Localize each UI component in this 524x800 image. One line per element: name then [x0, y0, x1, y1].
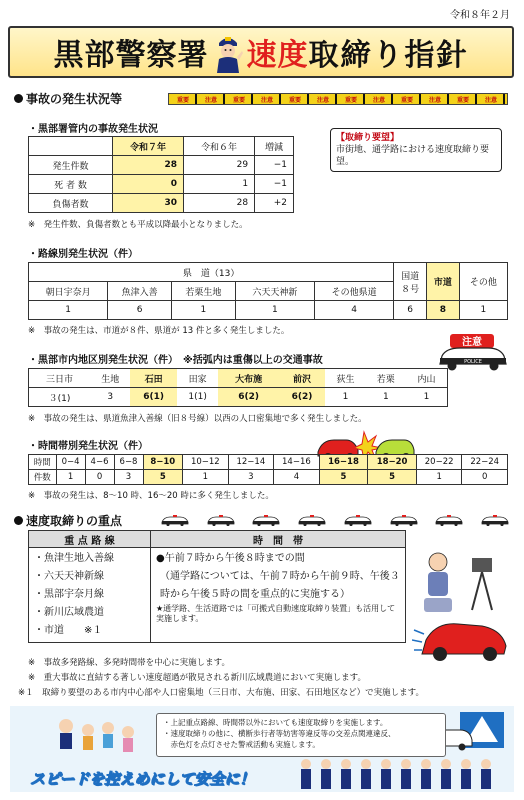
tape-word: 重要 [176, 96, 189, 104]
table-header: 石田 [130, 369, 177, 388]
tape-word: 注意 [428, 96, 441, 104]
tape-word: 注意 [316, 96, 329, 104]
time-table-title: ・時間帯別発生状況（件） [28, 441, 148, 452]
patrol-car-icon [389, 514, 419, 526]
table-header: 件数 [29, 470, 57, 485]
list-item: ・黒部宇奈月線 [34, 589, 104, 600]
table-header: 若栗生地 [172, 282, 236, 301]
table-header: 三日市 [29, 369, 91, 388]
patrol-car-icon [434, 514, 464, 526]
road-table [28, 262, 508, 320]
speed-enforcement-icon [412, 548, 512, 666]
time-note: ※ 事故の発生は、8〜10 時、16〜20 時に多く発生しました。 [28, 491, 274, 501]
table-header: 前沢 [279, 369, 326, 388]
patrol-car-icon [160, 514, 190, 526]
table-header: 国道 ８号 [394, 263, 427, 301]
time-table: 時間 0−4 4−6 6−8 8−10 10−12 12−14 14−16 16−18 18−20 20−22 22−24 件数 1 0 3 5 1 3 4 5 5 1 0 [28, 454, 508, 485]
police-text: POLICE [464, 359, 482, 365]
table-row: 1 6 1 1 4 6 8 1 [29, 301, 508, 320]
table-header: 内山 [406, 369, 448, 388]
accident-note: ※ 発生件数、負傷者数とも平成以降最小となりました。 [28, 220, 248, 230]
section-enforcement-focus: 速度取締りの重点 [14, 512, 122, 529]
area-table-title: ・黒部市内地区別発生状況（件） ※括弧内は重傷以上の交通事故 [28, 355, 323, 366]
banner-station: 黒部警察署 [53, 38, 209, 73]
request-title: 【取締り要望】 [336, 133, 400, 143]
banner-speed: 速度 [246, 38, 309, 73]
list-item: ・六天天神新線 [34, 571, 104, 582]
patrol-car-icon [343, 514, 373, 526]
enforcement-note-3: ※１ 取締り要望のある市内中心部や人口密集地（三日市、大布施、田家、石田地区など）で実施します。 [18, 688, 424, 698]
table-header: 市道 [426, 263, 459, 301]
accident-table-title: ・黒部署管内の事故発生状況 [28, 124, 158, 135]
tape-word: 重要 [232, 96, 245, 104]
issue-date: 令和８年２月 [450, 10, 510, 21]
banner-policy: 取締り指針 [308, 38, 469, 73]
table-header: 重 点 路 線 [29, 531, 151, 548]
time-zone-cell [151, 548, 406, 643]
patrol-car-row [160, 514, 510, 528]
police-car-icon [436, 332, 510, 372]
enforcement-request-box [330, 128, 502, 172]
area-table [28, 368, 448, 407]
road-note: ※ 事故の発生は、市道が８件、県道が 13 件と多く発生しました。 [28, 326, 290, 336]
patrol-car-icon [480, 514, 510, 526]
notice-sign-text: 注意 [462, 337, 482, 348]
road-table-title: ・路線別発生状況（件） [28, 249, 138, 260]
tape-word: 重要 [456, 96, 469, 104]
tape-word: 注意 [484, 96, 497, 104]
bottom-note-box: ・上記重点路線、時間帯以外においても速度取締りを実施します。 ・速度取締りの他に、横断歩行者等妨害等違反等の交差点関連違反、 赤色灯を点灯させた警戒活動も実施します。 [156, 713, 446, 757]
table-header: 若栗 [366, 369, 406, 388]
device-note: ★通学路、生活道路では「可搬式自動速度取締り装置」も活用して実施します。 [156, 604, 396, 623]
tape-word: 注意 [204, 96, 217, 104]
table-row: ３(1) 3 6(1) 1(1) 6(2) 6(2) 1 1 1 [29, 388, 448, 407]
table-header: その他県道 [315, 282, 394, 301]
tape-word: 注意 [372, 96, 385, 104]
table-header: 増減 [255, 137, 294, 156]
list-item: ・魚津生地入善線 [34, 553, 114, 564]
time-detail: （通学路については、午前７時から午前９時、午後３時から午後５時の間を重点的に実施する） [160, 571, 400, 600]
tape-word: 注意 [260, 96, 273, 104]
table-header: 令和７年 [113, 137, 184, 156]
enforcement-note-2: ※ 重大事故に直結する著しい速度超過が散見される新川広域農道において実施します。 [28, 673, 366, 683]
table-header: 生地 [90, 369, 130, 388]
table-row: 件数 1 0 3 5 1 3 4 5 5 1 0 [29, 470, 508, 485]
table-header: 荻生 [325, 369, 365, 388]
table-header: 朝日宇奈月 [29, 282, 108, 301]
table-header: 大布施 [218, 369, 278, 388]
route-list [29, 548, 151, 643]
area-note: ※ 事故の発生は、県道魚津入善線（旧８号線）以西の人口密集地で多く発生しました。 [28, 414, 367, 424]
table-header: 魚津入善 [108, 282, 172, 301]
table-header: その他 [459, 263, 507, 301]
patrol-car-icon [206, 514, 236, 526]
table-header: 県 道（13） [29, 263, 394, 282]
section-accident-status: 事故の発生状況等 [14, 90, 122, 107]
accident-table [28, 136, 294, 213]
table-header [29, 137, 113, 156]
table-header: 令和６年 [184, 137, 255, 156]
request-text: 市街地、通学路における速度取締り要望。 [336, 145, 490, 167]
table-header: 六天天神新 [235, 282, 314, 301]
table-header: 時間 [29, 455, 57, 470]
enforcement-table [28, 530, 406, 643]
enforcement-note-1: ※ 事故多発路線、多発時間帯を中心に実施します。 [28, 658, 230, 668]
table-header: 時 間 帯 [151, 531, 406, 548]
table-row: 負傷者数 30 28 +2 [29, 194, 294, 213]
slogan: スピードを控えめにして安全に！ [30, 770, 255, 788]
caution-tape [168, 93, 508, 105]
table-row: 発生件数 28 29 −1 [29, 156, 294, 175]
tape-word: 重要 [288, 96, 301, 104]
police-officer-icon [213, 31, 243, 73]
table-row: 死 者 数 0 1 −1 [29, 175, 294, 194]
tape-word: 重要 [344, 96, 357, 104]
patrol-car-icon [297, 514, 327, 526]
list-item: ・新川広域農道 [34, 607, 104, 618]
patrol-car-icon [251, 514, 281, 526]
tape-word: 重要 [400, 96, 413, 104]
time-main: ●午前７時から午後８時までの間 [156, 553, 305, 564]
list-item: ・市道 ※１ [34, 625, 103, 636]
table-header: 田家 [177, 369, 218, 388]
title-banner [8, 26, 514, 78]
